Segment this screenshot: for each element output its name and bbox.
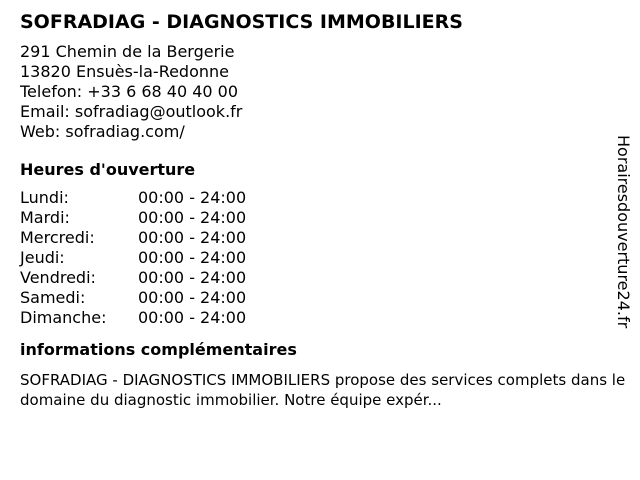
hours-time: 00:00 - 24:00 — [138, 308, 247, 327]
hours-time: 00:00 - 24:00 — [138, 228, 247, 247]
hours-heading: Heures d'ouverture — [20, 160, 196, 179]
hours-time: 00:00 - 24:00 — [138, 188, 247, 207]
hours-day: Mardi: — [20, 208, 70, 227]
hours-day: Mercredi: — [20, 228, 95, 247]
hours-day: Lundi: — [20, 188, 69, 207]
hours-time: 00:00 - 24:00 — [138, 288, 247, 307]
email-line: Email: sofradiag@outlook.fr — [20, 102, 243, 121]
info-heading: informations complémentaires — [20, 340, 297, 359]
hours-day: Jeudi: — [20, 248, 65, 267]
hours-table — [20, 188, 610, 328]
hours-row-vendredi — [20, 268, 610, 288]
hours-day: Dimanche: — [20, 308, 107, 327]
side-brand-text: Horairesdouverture24.fr — [614, 135, 633, 329]
contact-block — [20, 42, 610, 142]
hours-time: 00:00 - 24:00 — [138, 268, 247, 287]
address-street: 291 Chemin de la Bergerie — [20, 42, 235, 61]
business-name: SOFRADIAG - DIAGNOSTICS IMMOBILIERS — [20, 11, 463, 33]
hours-row-jeudi — [20, 248, 610, 268]
hours-row-lundi — [20, 188, 610, 208]
hours-row-samedi — [20, 288, 610, 308]
info-description: SOFRADIAG - DIAGNOSTICS IMMOBILIERS propose des services complets dans le domaine du diagnostic immobilier. Notre équipe expér... — [20, 371, 626, 409]
hours-day: Vendredi: — [20, 268, 96, 287]
phone-line: Telefon: +33 6 68 40 40 00 — [20, 82, 239, 101]
hours-time: 00:00 - 24:00 — [138, 248, 247, 267]
hours-time: 00:00 - 24:00 — [138, 208, 247, 227]
address-city: 13820 Ensuès-la-Redonne — [20, 62, 229, 81]
hours-row-mardi — [20, 208, 610, 228]
hours-day: Samedi: — [20, 288, 86, 307]
hours-row-dimanche — [20, 308, 610, 328]
web-line: Web: sofradiag.com/ — [20, 122, 185, 141]
hours-row-mercredi — [20, 228, 610, 248]
